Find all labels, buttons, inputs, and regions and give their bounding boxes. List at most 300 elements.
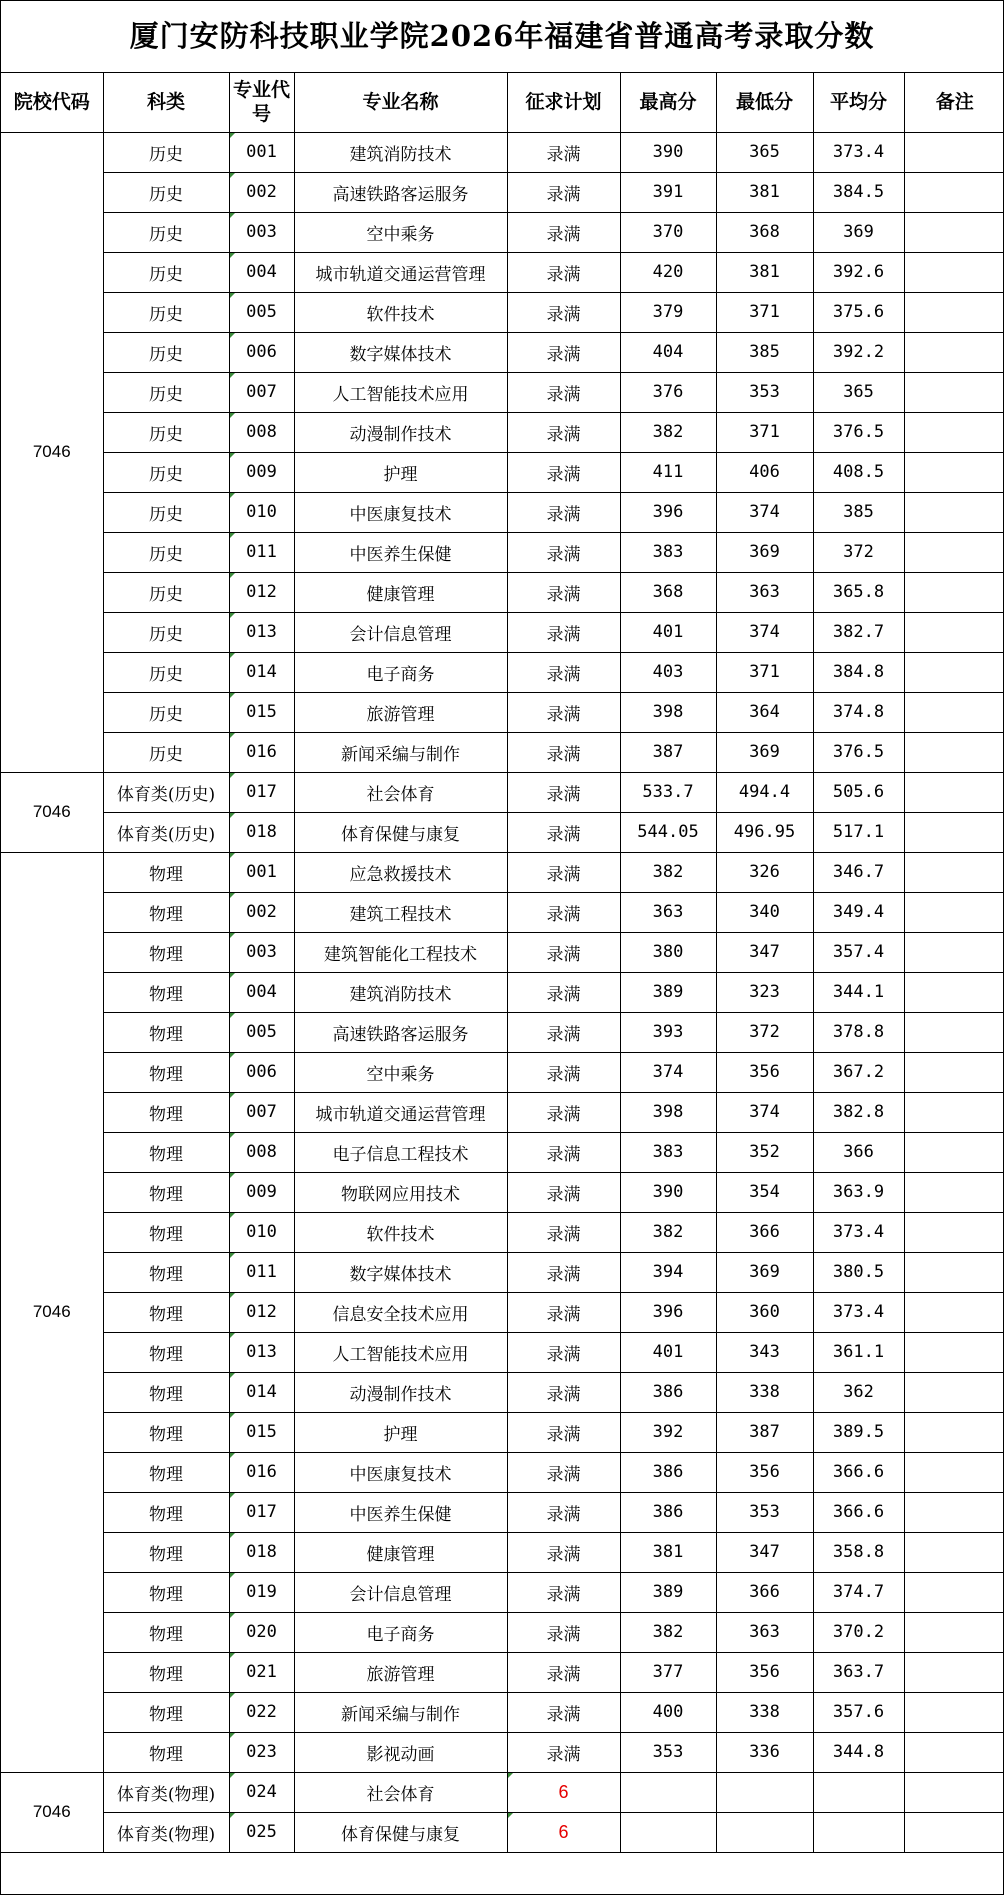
category-cell: 物理 — [103, 852, 229, 892]
min-score-cell: 343 — [716, 1332, 813, 1372]
remark-cell — [904, 1252, 1004, 1292]
avg-score-cell: 374.7 — [813, 1572, 904, 1612]
plan-cell: 录满 — [507, 1212, 620, 1252]
table-row — [1, 972, 1004, 1012]
max-score-cell: 404 — [620, 332, 716, 372]
avg-score-cell: 357.6 — [813, 1692, 904, 1732]
major-code-cell: 015 — [229, 692, 294, 732]
major-code-cell: 013 — [229, 1332, 294, 1372]
major-name-cell: 高速铁路客运服务 — [294, 1012, 507, 1052]
category-cell: 物理 — [103, 1652, 229, 1692]
max-score-cell: 411 — [620, 452, 716, 492]
remark-cell — [904, 892, 1004, 932]
plan-cell: 录满 — [507, 1452, 620, 1492]
table-row — [1, 1812, 1004, 1852]
major-name-cell: 中医康复技术 — [294, 1452, 507, 1492]
plan-cell: 录满 — [507, 1132, 620, 1172]
category-cell: 历史 — [103, 132, 229, 172]
major-code-cell: 015 — [229, 1412, 294, 1452]
plan-cell: 录满 — [507, 972, 620, 1012]
avg-score-cell: 392.6 — [813, 252, 904, 292]
max-score-cell: 389 — [620, 1572, 716, 1612]
header-major-name: 专业名称 — [294, 73, 507, 132]
remark-cell — [904, 1332, 1004, 1372]
major-code-cell: 016 — [229, 732, 294, 772]
table-row — [1, 1652, 1004, 1692]
category-cell: 体育类(物理) — [103, 1812, 229, 1852]
max-score-cell: 382 — [620, 1212, 716, 1252]
major-code-cell: 008 — [229, 1132, 294, 1172]
plan-cell: 录满 — [507, 1732, 620, 1772]
remark-cell — [904, 1692, 1004, 1732]
table-row — [1, 1492, 1004, 1532]
remark-cell — [904, 1292, 1004, 1332]
plan-cell: 录满 — [507, 1652, 620, 1692]
min-score-cell: 360 — [716, 1292, 813, 1332]
max-score-cell: 386 — [620, 1372, 716, 1412]
max-score-cell: 400 — [620, 1692, 716, 1732]
min-score-cell: 385 — [716, 332, 813, 372]
category-cell: 历史 — [103, 572, 229, 612]
max-score-cell: 544.05 — [620, 812, 716, 852]
plan-cell: 录满 — [507, 492, 620, 532]
category-cell: 历史 — [103, 252, 229, 292]
remark-cell — [904, 1412, 1004, 1452]
max-score-cell: 389 — [620, 972, 716, 1012]
remark-cell — [904, 772, 1004, 812]
major-code-cell: 008 — [229, 412, 294, 452]
category-cell: 物理 — [103, 1252, 229, 1292]
min-score-cell: 363 — [716, 572, 813, 612]
avg-score-cell: 367.2 — [813, 1052, 904, 1092]
major-name-cell: 建筑智能化工程技术 — [294, 932, 507, 972]
avg-score-cell — [813, 1812, 904, 1852]
table-row — [1, 212, 1004, 252]
major-name-cell: 旅游管理 — [294, 692, 507, 732]
table-row — [1, 612, 1004, 652]
plan-cell: 录满 — [507, 812, 620, 852]
remark-cell — [904, 1572, 1004, 1612]
remark-cell — [904, 1732, 1004, 1772]
plan-cell: 录满 — [507, 532, 620, 572]
plan-cell: 录满 — [507, 1012, 620, 1052]
min-score-cell: 368 — [716, 212, 813, 252]
major-code-cell: 004 — [229, 252, 294, 292]
min-score-cell: 352 — [716, 1132, 813, 1172]
plan-cell: 录满 — [507, 1612, 620, 1652]
avg-score-cell — [813, 1772, 904, 1812]
plan-cell: 录满 — [507, 412, 620, 452]
plan-cell: 录满 — [507, 132, 620, 172]
table-row — [1, 1772, 1004, 1812]
table-row — [1, 1012, 1004, 1052]
table-row — [1, 812, 1004, 852]
major-name-cell: 电子信息工程技术 — [294, 1132, 507, 1172]
major-name-cell: 健康管理 — [294, 572, 507, 612]
major-name-cell: 动漫制作技术 — [294, 412, 507, 452]
max-score-cell — [620, 1772, 716, 1812]
page-title: 厦门安防科技职业学院2026年福建省普通高考录取分数 — [1, 1, 1003, 73]
major-name-cell: 会计信息管理 — [294, 612, 507, 652]
major-code-cell: 006 — [229, 332, 294, 372]
max-score-cell: 368 — [620, 572, 716, 612]
category-cell: 历史 — [103, 212, 229, 252]
table-row — [1, 1132, 1004, 1172]
major-code-cell: 004 — [229, 972, 294, 1012]
remark-cell — [904, 332, 1004, 372]
category-cell: 物理 — [103, 1692, 229, 1732]
max-score-cell: 396 — [620, 492, 716, 532]
avg-score-cell: 382.8 — [813, 1092, 904, 1132]
category-cell: 物理 — [103, 1332, 229, 1372]
major-code-cell: 001 — [229, 132, 294, 172]
avg-score-cell: 376.5 — [813, 412, 904, 452]
plan-cell: 录满 — [507, 252, 620, 292]
plan-cell: 录满 — [507, 1332, 620, 1372]
category-cell: 物理 — [103, 1092, 229, 1132]
table-row — [1, 692, 1004, 732]
avg-score-cell: 366.6 — [813, 1452, 904, 1492]
min-score-cell: 353 — [716, 1492, 813, 1532]
major-name-cell: 中医养生保健 — [294, 1492, 507, 1532]
min-score-cell: 363 — [716, 1612, 813, 1652]
plan-cell: 录满 — [507, 372, 620, 412]
remark-cell — [904, 692, 1004, 732]
table-row — [1, 1172, 1004, 1212]
major-name-cell: 高速铁路客运服务 — [294, 172, 507, 212]
major-name-cell: 动漫制作技术 — [294, 1372, 507, 1412]
plan-cell: 录满 — [507, 732, 620, 772]
major-code-cell: 007 — [229, 1092, 294, 1132]
major-name-cell: 新闻采编与制作 — [294, 1692, 507, 1732]
major-name-cell: 电子商务 — [294, 652, 507, 692]
max-score-cell: 390 — [620, 1172, 716, 1212]
major-code-cell: 011 — [229, 532, 294, 572]
avg-score-cell: 370.2 — [813, 1612, 904, 1652]
major-name-cell: 人工智能技术应用 — [294, 372, 507, 412]
major-code-cell: 001 — [229, 852, 294, 892]
remark-cell — [904, 1452, 1004, 1492]
category-cell: 物理 — [103, 1412, 229, 1452]
max-score-cell: 377 — [620, 1652, 716, 1692]
category-cell: 物理 — [103, 932, 229, 972]
major-code-cell: 009 — [229, 452, 294, 492]
remark-cell — [904, 172, 1004, 212]
major-code-cell: 021 — [229, 1652, 294, 1692]
header-plan: 征求计划 — [507, 73, 620, 132]
category-cell: 体育类(历史) — [103, 772, 229, 812]
max-score-cell: 383 — [620, 1132, 716, 1172]
table-row — [1, 572, 1004, 612]
avg-score-cell: 374.8 — [813, 692, 904, 732]
major-name-cell: 建筑工程技术 — [294, 892, 507, 932]
major-code-cell: 002 — [229, 172, 294, 212]
plan-cell: 录满 — [507, 932, 620, 972]
table-row — [1, 492, 1004, 532]
min-score-cell: 366 — [716, 1212, 813, 1252]
major-code-cell: 011 — [229, 1252, 294, 1292]
avg-score-cell: 366.6 — [813, 1492, 904, 1532]
plan-cell: 录满 — [507, 1692, 620, 1732]
plan-cell: 录满 — [507, 1412, 620, 1452]
category-cell: 历史 — [103, 532, 229, 572]
remark-cell — [904, 1492, 1004, 1532]
avg-score-cell: 363.7 — [813, 1652, 904, 1692]
max-score-cell: 401 — [620, 612, 716, 652]
max-score-cell: 382 — [620, 852, 716, 892]
avg-score-cell: 344.8 — [813, 1732, 904, 1772]
min-score-cell: 338 — [716, 1692, 813, 1732]
avg-score-cell: 358.8 — [813, 1532, 904, 1572]
avg-score-cell: 373.4 — [813, 1212, 904, 1252]
max-score-cell: 396 — [620, 1292, 716, 1332]
avg-score-cell: 361.1 — [813, 1332, 904, 1372]
category-cell: 物理 — [103, 1572, 229, 1612]
plan-cell: 录满 — [507, 172, 620, 212]
min-score-cell: 353 — [716, 372, 813, 412]
header-max-score: 最高分 — [620, 73, 716, 132]
major-code-cell: 022 — [229, 1692, 294, 1732]
min-score-cell: 371 — [716, 652, 813, 692]
header-remark: 备注 — [904, 73, 1004, 132]
avg-score-cell: 375.6 — [813, 292, 904, 332]
major-name-cell: 社会体育 — [294, 1772, 507, 1812]
major-name-cell: 信息安全技术应用 — [294, 1292, 507, 1332]
table-row — [1, 1332, 1004, 1372]
major-code-cell: 025 — [229, 1812, 294, 1852]
remark-cell — [904, 1012, 1004, 1052]
plan-cell: 录满 — [507, 652, 620, 692]
remark-cell — [904, 972, 1004, 1012]
major-code-cell: 014 — [229, 1372, 294, 1412]
major-code-cell: 016 — [229, 1452, 294, 1492]
remark-cell — [904, 292, 1004, 332]
major-code-cell: 020 — [229, 1612, 294, 1652]
max-score-cell: 376 — [620, 372, 716, 412]
min-score-cell — [716, 1772, 813, 1812]
min-score-cell: 374 — [716, 492, 813, 532]
table-row — [1, 892, 1004, 932]
table-row — [1, 1572, 1004, 1612]
major-name-cell: 影视动画 — [294, 1732, 507, 1772]
major-name-cell: 应急救援技术 — [294, 852, 507, 892]
table-row — [1, 772, 1004, 812]
min-score-cell: 347 — [716, 1532, 813, 1572]
avg-score-cell: 373.4 — [813, 132, 904, 172]
remark-cell — [904, 212, 1004, 252]
plan-cell: 录满 — [507, 332, 620, 372]
category-cell: 物理 — [103, 1132, 229, 1172]
table-row — [1, 1372, 1004, 1412]
major-code-cell: 010 — [229, 1212, 294, 1252]
category-cell: 历史 — [103, 652, 229, 692]
plan-cell: 6 — [507, 1772, 620, 1812]
min-score-cell: 338 — [716, 1372, 813, 1412]
remark-cell — [904, 1132, 1004, 1172]
table-row — [1, 332, 1004, 372]
table-row — [1, 1412, 1004, 1452]
remark-cell — [904, 732, 1004, 772]
major-name-cell: 城市轨道交通运营管理 — [294, 1092, 507, 1132]
table-row — [1, 1212, 1004, 1252]
remark-cell — [904, 1172, 1004, 1212]
avg-score-cell: 365.8 — [813, 572, 904, 612]
table-row — [1, 1252, 1004, 1292]
header-avg-score: 平均分 — [813, 73, 904, 132]
max-score-cell: 420 — [620, 252, 716, 292]
remark-cell — [904, 1372, 1004, 1412]
category-cell: 历史 — [103, 412, 229, 452]
avg-score-cell: 362 — [813, 1372, 904, 1412]
avg-score-cell: 346.7 — [813, 852, 904, 892]
table-row — [1, 932, 1004, 972]
category-cell: 物理 — [103, 1172, 229, 1212]
major-name-cell: 体育保健与康复 — [294, 812, 507, 852]
avg-score-cell: 505.6 — [813, 772, 904, 812]
category-cell: 历史 — [103, 372, 229, 412]
remark-cell — [904, 532, 1004, 572]
remark-cell — [904, 1092, 1004, 1132]
min-score-cell: 371 — [716, 292, 813, 332]
remark-cell — [904, 652, 1004, 692]
plan-cell: 录满 — [507, 772, 620, 812]
plan-cell: 录满 — [507, 852, 620, 892]
remark-cell — [904, 1812, 1004, 1852]
plan-cell: 录满 — [507, 1092, 620, 1132]
avg-score-cell: 384.8 — [813, 652, 904, 692]
min-score-cell: 326 — [716, 852, 813, 892]
school-code-cell: 7046 — [1, 1772, 103, 1852]
category-cell: 物理 — [103, 1212, 229, 1252]
plan-cell: 录满 — [507, 292, 620, 332]
max-score-cell: 392 — [620, 1412, 716, 1452]
plan-cell: 录满 — [507, 612, 620, 652]
major-name-cell: 社会体育 — [294, 772, 507, 812]
max-score-cell: 387 — [620, 732, 716, 772]
remark-cell — [904, 1612, 1004, 1652]
major-code-cell: 007 — [229, 372, 294, 412]
category-cell: 历史 — [103, 172, 229, 212]
major-name-cell: 建筑消防技术 — [294, 132, 507, 172]
table-row — [1, 1292, 1004, 1332]
category-cell: 物理 — [103, 1612, 229, 1652]
table-row — [1, 292, 1004, 332]
category-cell: 物理 — [103, 1492, 229, 1532]
major-name-cell: 会计信息管理 — [294, 1572, 507, 1612]
max-score-cell: 394 — [620, 1252, 716, 1292]
remark-cell — [904, 492, 1004, 532]
table-row — [1, 1092, 1004, 1132]
major-code-cell: 003 — [229, 932, 294, 972]
category-cell: 体育类(物理) — [103, 1772, 229, 1812]
major-code-cell: 017 — [229, 772, 294, 812]
avg-score-cell: 376.5 — [813, 732, 904, 772]
table-row — [1, 1692, 1004, 1732]
min-score-cell: 374 — [716, 1092, 813, 1132]
major-name-cell: 人工智能技术应用 — [294, 1332, 507, 1372]
category-cell: 物理 — [103, 972, 229, 1012]
major-code-cell: 010 — [229, 492, 294, 532]
major-name-cell: 护理 — [294, 452, 507, 492]
max-score-cell: 370 — [620, 212, 716, 252]
min-score-cell: 369 — [716, 732, 813, 772]
min-score-cell: 494.4 — [716, 772, 813, 812]
remark-cell — [904, 612, 1004, 652]
category-cell: 物理 — [103, 1052, 229, 1092]
plan-cell: 录满 — [507, 1052, 620, 1092]
max-score-cell: 386 — [620, 1452, 716, 1492]
min-score-cell: 406 — [716, 452, 813, 492]
category-cell: 历史 — [103, 292, 229, 332]
plan-cell: 录满 — [507, 892, 620, 932]
min-score-cell: 369 — [716, 1252, 813, 1292]
min-score-cell: 356 — [716, 1052, 813, 1092]
max-score-cell: 382 — [620, 1612, 716, 1652]
admission-table — [1, 73, 1004, 1853]
plan-cell: 6 — [507, 1812, 620, 1852]
remark-cell — [904, 1532, 1004, 1572]
major-name-cell: 建筑消防技术 — [294, 972, 507, 1012]
min-score-cell: 356 — [716, 1452, 813, 1492]
category-cell: 体育类(历史) — [103, 812, 229, 852]
category-cell: 物理 — [103, 1732, 229, 1772]
major-code-cell: 014 — [229, 652, 294, 692]
min-score-cell: 374 — [716, 612, 813, 652]
remark-cell — [904, 252, 1004, 292]
plan-cell: 录满 — [507, 572, 620, 612]
max-score-cell: 390 — [620, 132, 716, 172]
category-cell: 物理 — [103, 892, 229, 932]
major-code-cell: 005 — [229, 1012, 294, 1052]
avg-score-cell: 369 — [813, 212, 904, 252]
major-code-cell: 009 — [229, 1172, 294, 1212]
min-score-cell — [716, 1812, 813, 1852]
major-name-cell: 软件技术 — [294, 1212, 507, 1252]
min-score-cell: 372 — [716, 1012, 813, 1052]
remark-cell — [904, 1052, 1004, 1092]
major-name-cell: 数字媒体技术 — [294, 332, 507, 372]
max-score-cell: 379 — [620, 292, 716, 332]
avg-score-cell: 380.5 — [813, 1252, 904, 1292]
remark-cell — [904, 132, 1004, 172]
major-name-cell: 空中乘务 — [294, 212, 507, 252]
table-row — [1, 652, 1004, 692]
table-row — [1, 532, 1004, 572]
max-score-cell: 391 — [620, 172, 716, 212]
table-body — [1, 132, 1004, 1852]
avg-score-cell: 373.4 — [813, 1292, 904, 1332]
min-score-cell: 371 — [716, 412, 813, 452]
avg-score-cell: 363.9 — [813, 1172, 904, 1212]
avg-score-cell: 378.8 — [813, 1012, 904, 1052]
header-row — [1, 73, 1004, 132]
major-code-cell: 023 — [229, 1732, 294, 1772]
min-score-cell: 381 — [716, 172, 813, 212]
remark-cell — [904, 372, 1004, 412]
avg-score-cell: 392.2 — [813, 332, 904, 372]
avg-score-cell: 349.4 — [813, 892, 904, 932]
category-cell: 物理 — [103, 1532, 229, 1572]
major-name-cell: 软件技术 — [294, 292, 507, 332]
avg-score-cell: 366 — [813, 1132, 904, 1172]
plan-cell: 录满 — [507, 1492, 620, 1532]
major-name-cell: 新闻采编与制作 — [294, 732, 507, 772]
plan-cell: 录满 — [507, 1172, 620, 1212]
table-row — [1, 452, 1004, 492]
major-code-cell: 005 — [229, 292, 294, 332]
remark-cell — [904, 1652, 1004, 1692]
avg-score-cell: 385 — [813, 492, 904, 532]
